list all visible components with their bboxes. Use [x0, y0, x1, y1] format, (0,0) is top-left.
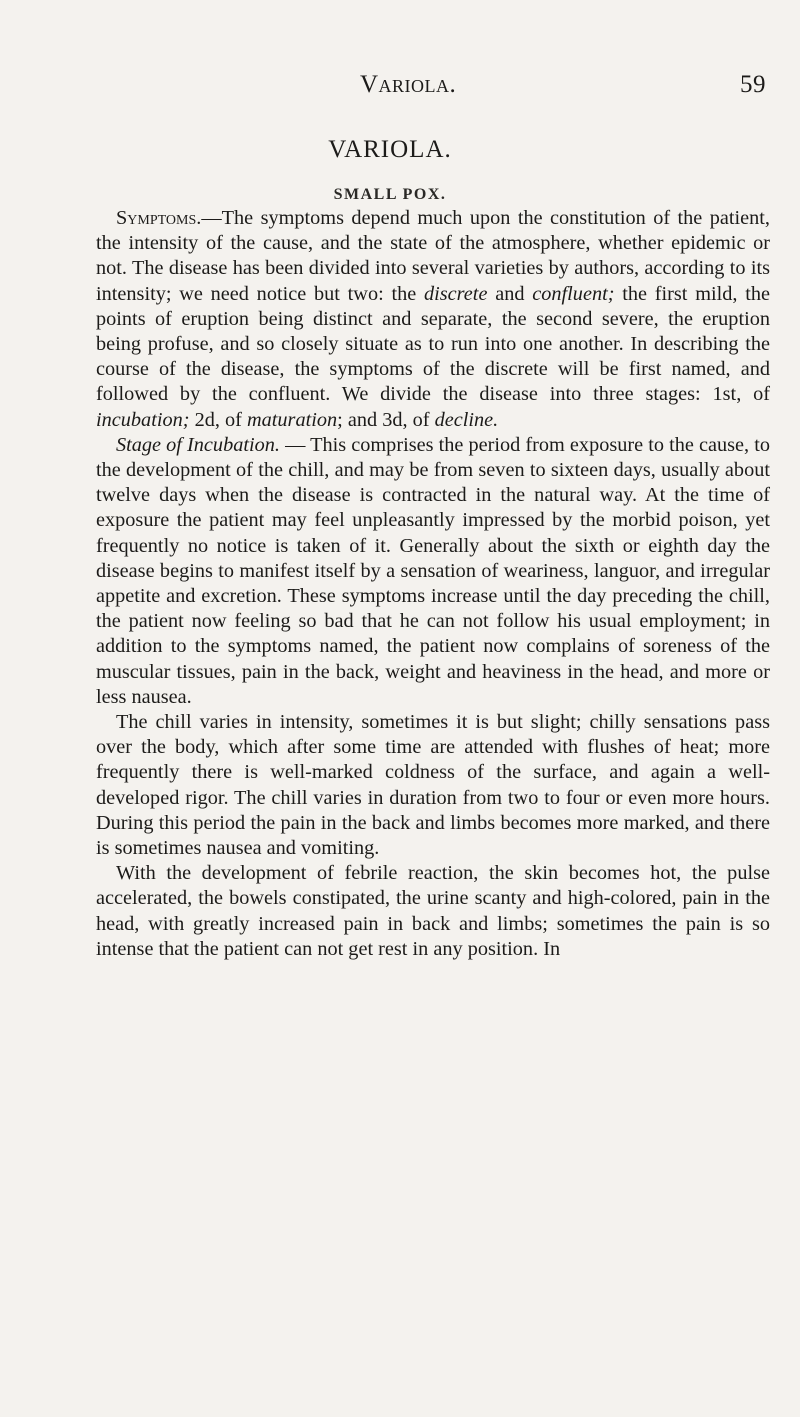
emphasis-text: incubation; [96, 408, 190, 431]
paragraph-lead: Symptoms. [116, 207, 202, 229]
emphasis-text: maturation [246, 408, 338, 431]
paragraph-lead: Stage of Incubation. [116, 433, 280, 456]
paragraph-text: With the development of febrile reaction, the skin becomes hot, the pulse accelerated, the bowels constipated, the urine scanty and high-colored, pain in the head, with greatly increased pain in back and limbs; sometimes the pain is so intense that the patient can not get rest in any position. In [96, 862, 770, 960]
paragraph-stage-of-incubation [96, 433, 770, 710]
paragraph-text: the first mild, the points of eruption being distinct and separate, the second severe, the eruption being profuse, and so closely situate as to run into one another. In describing the course of the disease, the symptoms of the discrete will be first named, and followed by the confluent. We divide the disease into three stages: 1st, of [96, 282, 770, 406]
paragraph-text: 2d, of [189, 408, 247, 431]
chapter-title: VARIOLA. [328, 136, 452, 163]
paragraph-febrile-reaction [96, 861, 770, 962]
chapter-subtitle: SMALL POX. [333, 186, 447, 203]
paragraph-text: ; and 3d, of [337, 408, 435, 431]
body-text [96, 206, 770, 962]
paragraph-symptoms [96, 206, 770, 433]
running-head-title: Variola. [360, 71, 457, 98]
paragraph-text: and [487, 282, 533, 305]
paragraph-chill [96, 710, 770, 861]
emphasis-text: confluent; [532, 282, 615, 305]
paragraph-text: —The symptoms depend much upon the constitution of the patient, the intensity of the cause, and the state of the atmosphere, whether epidemic or not. The disease has been divided into several varieties by authors, according to its intensity; we need notice but two: the [96, 207, 770, 305]
emphasis-text: decline. [434, 408, 499, 431]
paragraph-text: — This comprises the period from exposure to the cause, to the development of the chill, and may be from seven to sixteen days, usually about twelve days when the disease is contracted in the natural way. At the time of exposure the patient may feel unpleasantly impressed by the morbid poison, yet frequently no notice is taken of it. Generally about the sixth or eighth day the disease begins to manifest itself by a sensation of weariness, languor, and irregular appetite and excretion. These symptoms increase until the day preceding the chill, the patient now feeling so bad that he can not follow his usual employment; in addition to the symptoms named, the patient now complains of soreness of the muscular tissues, pain in the back, weight and heaviness in the head, and more or less nausea. [96, 433, 770, 708]
paragraph-text: The chill varies in intensity, sometimes it is but slight; chilly sensations pass over the body, which after some time are attended with flushes of heat; more frequently there is well-marked coldness of the surface, and again a well-developed rigor. The chill varies in duration from two to four or even more hours. During this period the pain in the back and limbs becomes more marked, and there is sometimes nausea and vomiting. [96, 711, 770, 860]
emphasis-text: discrete [424, 282, 488, 305]
page-number: 59 [740, 71, 766, 98]
